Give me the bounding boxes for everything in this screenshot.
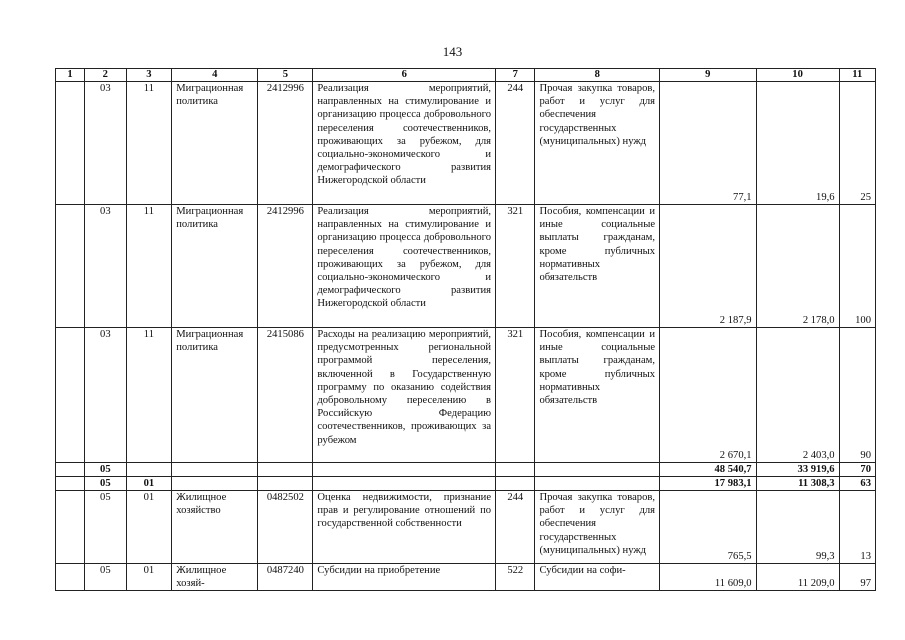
fact-value-cell: 11 209,0 xyxy=(756,564,839,591)
purpose-cell: Расходы на реализацию мероприятий, предусмотренных региональной программой переселения, включенной в Государственную программу по оказанию содействия добровольному переселению в Российскую Федерацию соотечественников, проживающих за рубежом xyxy=(313,328,496,463)
total-row xyxy=(56,463,876,477)
section-cell: 03 xyxy=(85,82,127,205)
table-row xyxy=(56,82,876,205)
plan-value-cell: 2 670,1 xyxy=(660,328,757,463)
row-index-cell xyxy=(56,477,85,491)
purpose-cell xyxy=(313,463,496,477)
purpose-cell: Субсидии на приобретение xyxy=(313,564,496,591)
expense-type-cell: Прочая закупка товаров, работ и услуг для обеспечения государственных (муниципальных) нужд xyxy=(535,491,660,564)
fact-value-cell: 2 178,0 xyxy=(756,205,839,328)
row-index-cell xyxy=(56,491,85,564)
target-article-cell xyxy=(258,477,313,491)
expense-type-code-cell: 244 xyxy=(496,82,535,205)
purpose-cell: Реализация мероприятий, направленных на стимулирование и организацию процесса добровольного переселения соотечественников, проживающих за рубежом, для социально-экономического и демографического развития Нижегородской области xyxy=(313,82,496,205)
row-index-cell xyxy=(56,205,85,328)
subsection-cell: 11 xyxy=(126,328,172,463)
section-cell: 05 xyxy=(85,491,127,564)
header-cell: 4 xyxy=(172,69,258,82)
header-cell: 3 xyxy=(126,69,172,82)
subsection-cell: 11 xyxy=(126,205,172,328)
name-cell: Миграционная политика xyxy=(172,82,258,205)
expense-type-code-cell: 321 xyxy=(496,205,535,328)
fact-value-cell: 11 308,3 xyxy=(756,477,839,491)
section-cell: 05 xyxy=(85,564,127,591)
header-cell: 1 xyxy=(56,69,85,82)
budget-table xyxy=(55,68,876,591)
section-cell: 03 xyxy=(85,328,127,463)
expense-type-cell xyxy=(535,477,660,491)
target-article-cell: 2412996 xyxy=(258,205,313,328)
subsection-cell: 11 xyxy=(126,82,172,205)
purpose-cell: Реализация мероприятий, направленных на стимулирование и организацию процесса добровольного переселения соотечественников, проживающих за рубежом, для социально-экономического и демографического развития Нижегородской области xyxy=(313,205,496,328)
fact-value-cell: 33 919,6 xyxy=(756,463,839,477)
percent-cell: 13 xyxy=(839,491,875,564)
table-row xyxy=(56,491,876,564)
percent-cell: 25 xyxy=(839,82,875,205)
plan-value-cell: 765,5 xyxy=(660,491,757,564)
name-cell xyxy=(172,463,258,477)
name-cell: Миграционная политика xyxy=(172,205,258,328)
expense-type-code-cell: 522 xyxy=(496,564,535,591)
target-article-cell xyxy=(258,463,313,477)
table-row xyxy=(56,328,876,463)
plan-value-cell: 2 187,9 xyxy=(660,205,757,328)
header-cell: 9 xyxy=(660,69,757,82)
header-cell: 11 xyxy=(839,69,875,82)
section-cell: 03 xyxy=(85,205,127,328)
header-cell: 10 xyxy=(756,69,839,82)
row-index-cell xyxy=(56,463,85,477)
row-index-cell xyxy=(56,564,85,591)
subsection-cell: 01 xyxy=(126,477,172,491)
section-cell: 05 xyxy=(85,463,127,477)
percent-cell: 100 xyxy=(839,205,875,328)
table-body xyxy=(56,69,876,591)
percent-cell: 90 xyxy=(839,328,875,463)
expense-type-cell: Субсидии на софи- xyxy=(535,564,660,591)
percent-cell: 97 xyxy=(839,564,875,591)
expense-type-code-cell: 244 xyxy=(496,491,535,564)
expense-type-code-cell xyxy=(496,477,535,491)
expense-type-cell: Прочая закупка товаров, работ и услуг для обеспечения государственных (муниципальных) нужд xyxy=(535,82,660,205)
fact-value-cell: 19,6 xyxy=(756,82,839,205)
header-cell: 6 xyxy=(313,69,496,82)
subsection-cell: 01 xyxy=(126,491,172,564)
header-cell: 8 xyxy=(535,69,660,82)
row-index-cell xyxy=(56,328,85,463)
subsection-cell xyxy=(126,463,172,477)
header-cell: 5 xyxy=(258,69,313,82)
fact-value-cell: 99,3 xyxy=(756,491,839,564)
plan-value-cell: 17 983,1 xyxy=(660,477,757,491)
name-cell: Миграционная политика xyxy=(172,328,258,463)
expense-type-code-cell xyxy=(496,463,535,477)
expense-type-code-cell: 321 xyxy=(496,328,535,463)
section-cell: 05 xyxy=(85,477,127,491)
expense-type-cell: Пособия, компенсации и иные социальные выплаты гражданам, кроме публичных нормативных обязательств xyxy=(535,205,660,328)
row-index-cell xyxy=(56,82,85,205)
percent-cell: 63 xyxy=(839,477,875,491)
name-cell: Жилищное хозяй- xyxy=(172,564,258,591)
percent-cell: 70 xyxy=(839,463,875,477)
subsection-cell: 01 xyxy=(126,564,172,591)
header-cell: 2 xyxy=(85,69,127,82)
purpose-cell: Оценка недвижимости, признание прав и регулирование отношений по государственной собственности xyxy=(313,491,496,564)
plan-value-cell: 48 540,7 xyxy=(660,463,757,477)
expense-type-cell xyxy=(535,463,660,477)
table-row xyxy=(56,205,876,328)
fact-value-cell: 2 403,0 xyxy=(756,328,839,463)
total-row xyxy=(56,477,876,491)
name-cell xyxy=(172,477,258,491)
target-article-cell: 0487240 xyxy=(258,564,313,591)
purpose-cell xyxy=(313,477,496,491)
table-row xyxy=(56,564,876,591)
page-number: 143 xyxy=(442,44,463,59)
plan-value-cell: 77,1 xyxy=(660,82,757,205)
name-cell: Жилищное хозяйство xyxy=(172,491,258,564)
target-article-cell: 2415086 xyxy=(258,328,313,463)
target-article-cell: 0482502 xyxy=(258,491,313,564)
expense-type-cell: Пособия, компенсации и иные социальные выплаты гражданам, кроме публичных нормативных обязательств xyxy=(535,328,660,463)
target-article-cell: 2412996 xyxy=(258,82,313,205)
header-cell: 7 xyxy=(496,69,535,82)
plan-value-cell: 11 609,0 xyxy=(660,564,757,591)
header-row xyxy=(56,69,876,82)
